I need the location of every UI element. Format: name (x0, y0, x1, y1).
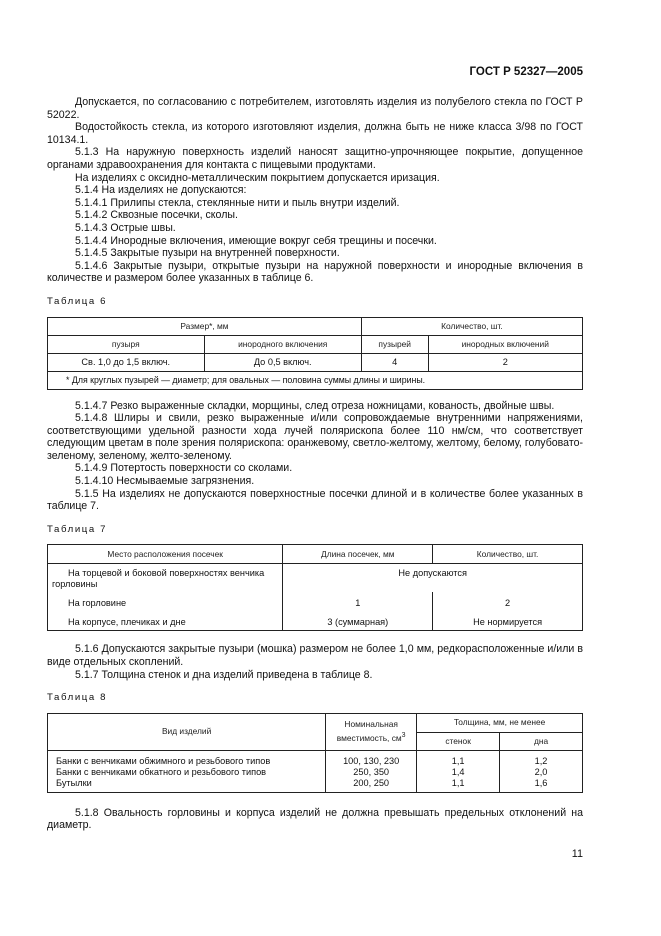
paragraph: На изделиях с оксидно-металлическим покрытием допускается иризация. (75, 171, 440, 184)
table-cell: 1,1 (417, 750, 500, 767)
table-8 (47, 713, 583, 793)
table6-sub-inclusion: инородного включения (204, 335, 361, 353)
table6-sub-bubble: пузыря (48, 335, 205, 353)
table-row (48, 564, 583, 593)
table-row (48, 611, 583, 631)
table-cell: 2,0 (500, 767, 583, 778)
table-cell: 1 (283, 592, 433, 611)
table-6 (47, 317, 583, 390)
paragraph: 5.1.4.2 Сквозные посечки, сколы. (75, 209, 238, 222)
paragraph: 5.1.4.9 Потертость поверхности со сколами. (75, 462, 293, 475)
table8-sub-wall: стенок (417, 732, 500, 750)
paragraph: 5.1.4.10 Несмываемые загрязнения. (75, 475, 255, 488)
table-cell: 4 (361, 353, 428, 371)
paragraph: 5.1.4.4 Инородные включения, имеющие вокруг себя трещины и посечки. (75, 234, 437, 247)
table6-caption: Таблица 6 (47, 295, 108, 307)
paragraph: 5.1.4.5 Закрытые пузыри на внутренней поверхности. (75, 247, 340, 260)
table7-head-place: Место расположения посечек (48, 545, 283, 564)
table-cell: 1,2 (500, 750, 583, 767)
table8-head-kind: Вид изделий (48, 713, 326, 750)
table-cell: На корпусе, плечиках и дне (48, 611, 283, 631)
table-cell: 2 (428, 353, 582, 371)
paragraph: 5.1.4.6 Закрытые пузыри, открытые пузыри на наружной поверхности и инородные включения в количестве и размером более указанных в таблице 6. (47, 259, 583, 285)
table-cell: 250, 350 (326, 767, 417, 778)
paragraph: 5.1.4.3 Острые швы. (75, 221, 176, 234)
table-7 (47, 544, 583, 631)
paragraph: 5.1.4.7 Резко выраженные складки, морщины, след отреза ножницами, кованость, двойные швы. (75, 399, 555, 412)
table6-footnote: * Для круглых пузырей — диаметр; для овальных — половина суммы длины и ширины. (48, 371, 583, 389)
paragraph: 5.1.4.8 Шлиры и свили, резко выраженные и/или сопровождаемые внутренними напряжениями, соответствующими удельной разности хода лучей полярископа более 110 нм/см, что соответствует следующим цветам в поле зрения полярископа: оранжевому, светло-желтому, желтому, белому, голубовато-зеленому, зеленому, желто-зеленому. (47, 412, 583, 462)
table-cell: Бутылки (48, 778, 326, 793)
table7-head-count: Количество, шт. (433, 545, 583, 564)
table-cell: Банки с венчиками обкатного и резьбового типов (48, 767, 326, 778)
paragraph: 5.1.4.1 Прилипы стекла, стеклянные нити и пыль внутри изделий. (75, 196, 400, 209)
body-text (47, 96, 583, 832)
paragraph: 5.1.6 Допускаются закрытые пузыри (мошка) размером не более 1,0 мм, редкорасположенные и/или в виде отдельных скоплений. (47, 643, 583, 669)
capacity-unit-exponent: 3 (401, 732, 406, 740)
table-cell: На торцевой и боковой поверхностях венчика горловины (48, 564, 283, 593)
table-row (48, 592, 583, 611)
table-row (48, 778, 583, 793)
table-cell: 3 (суммарная) (283, 611, 433, 631)
standard-code: ГОСТ Р 52327—2005 (469, 66, 583, 78)
table-cell: Св. 1,0 до 1,5 включ. (48, 353, 205, 371)
table-cell: 1,6 (500, 778, 583, 793)
table-cell: 1,1 (417, 778, 500, 793)
table-cell: Банки с венчиками обжимного и резьбового типов (48, 750, 326, 767)
paragraph: 5.1.5 На изделиях не допускаются поверхностные посечки длиной и в количестве более указанных в таблице 7. (47, 487, 583, 513)
paragraph: 5.1.4 На изделиях не допускаются: (75, 184, 247, 197)
page-number: 11 (571, 848, 583, 860)
table6-sub-bubbles: пузырей (361, 335, 428, 353)
table-row (48, 353, 583, 371)
table-cell: 200, 250 (326, 778, 417, 793)
paragraph: 5.1.3 На наружную поверхность изделий наносят защитно-упрочняющее покрытие, допущенное органами здравоохранения для контакта с пищевыми продуктами. (47, 146, 583, 171)
paragraph: Водостойкость стекла, из которого изготовляют изделия, должна быть не ниже класса 3/98 по ГОСТ 10134.1. (47, 121, 583, 146)
table-cell: На горловине (48, 592, 283, 611)
table-cell: 2 (433, 592, 583, 611)
table6-head-count: Количество, шт. (361, 317, 582, 335)
table-cell: 100, 130, 230 (326, 750, 417, 767)
table8-head-thickness: Толщина, мм, не менее (417, 713, 583, 732)
table7-caption: Таблица 7 (47, 523, 108, 535)
table-cell: Не допускаются (283, 564, 583, 593)
table-row (48, 750, 583, 767)
paragraph: 5.1.7 Толщина стенок и дна изделий приведена в таблице 8. (75, 668, 373, 681)
table7-head-length: Длина посечек, мм (283, 545, 433, 564)
table8-sub-bottom: дна (500, 732, 583, 750)
paragraph: Допускается, по согласованию с потребителем, изготовлять изделия из полубелого стекла по ГОСТ Р 52022. (47, 96, 583, 121)
table8-head-capacity (326, 713, 417, 750)
table-cell: 1,4 (417, 767, 500, 778)
table6-head-size: Размер*, мм (48, 317, 362, 335)
table8-caption: Таблица 8 (47, 692, 108, 704)
table-cell: До 0,5 включ. (204, 353, 361, 371)
table-row (48, 767, 583, 778)
capacity-label: Номинальная вместимость, см (336, 719, 402, 744)
table-cell: Не нормируется (433, 611, 583, 631)
paragraph: 5.1.8 Овальность горловины и корпуса изделий не должна превышать предельных отклонений на диаметр. (47, 806, 583, 832)
table6-sub-inclusions: инородных включений (428, 335, 582, 353)
